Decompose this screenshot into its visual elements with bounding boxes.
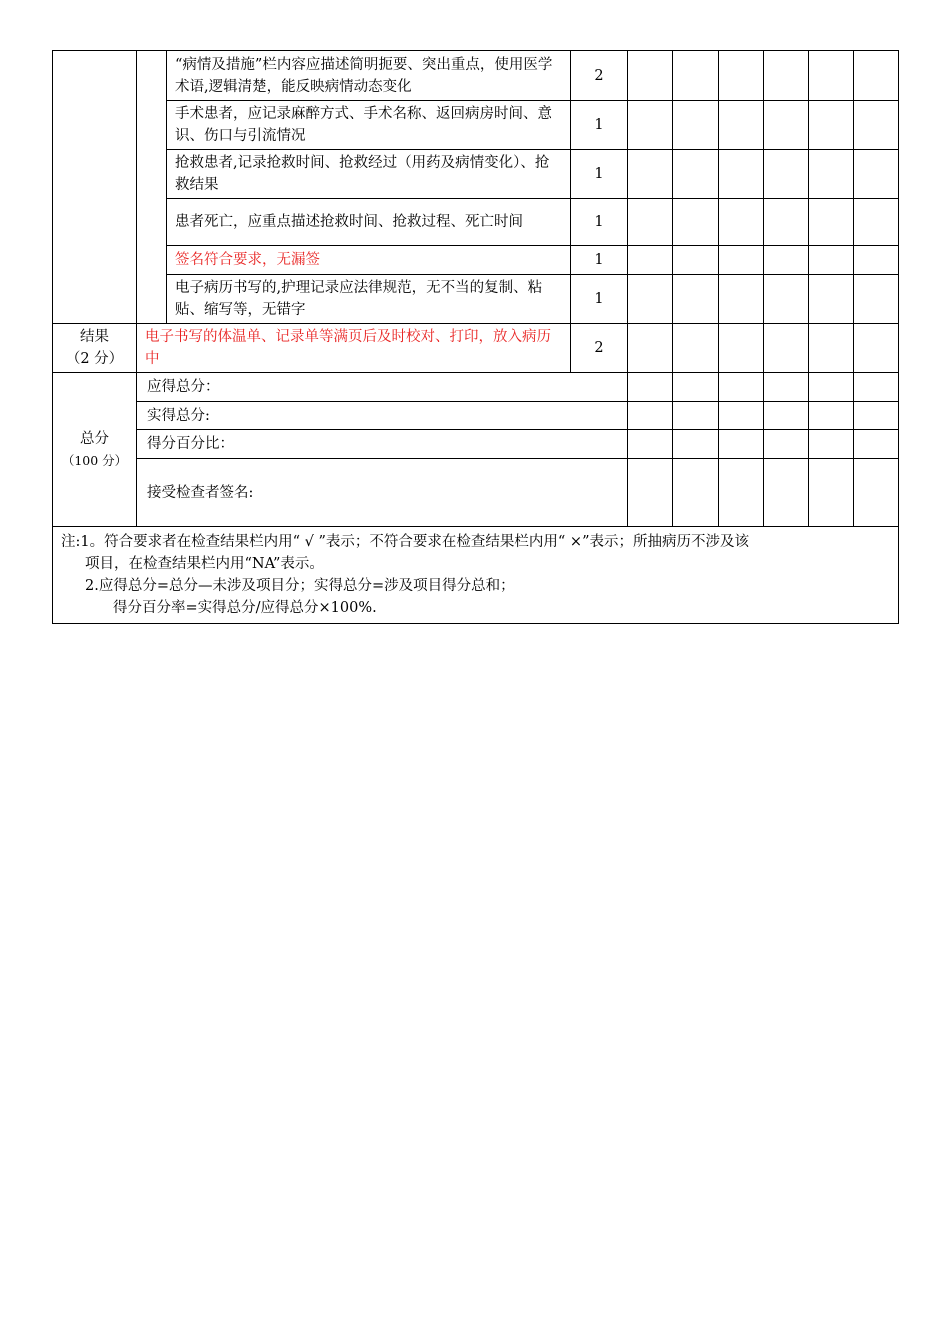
- result-cell[interactable]: [854, 430, 899, 459]
- note-line-3: 2.应得总分=总分—未涉及项目分；实得总分=涉及项目得分总和；: [85, 578, 515, 594]
- result-cell[interactable]: [673, 373, 719, 402]
- result-section-text: 电子书写的体温单、记录单等满页后及时校对、打印，放入病历中: [137, 324, 571, 373]
- result-section-points: （2 分）: [65, 351, 124, 367]
- result-cell[interactable]: [854, 101, 899, 150]
- result-cell[interactable]: [719, 101, 764, 150]
- result-cell[interactable]: [628, 101, 673, 150]
- result-cell[interactable]: [854, 459, 899, 527]
- result-cell[interactable]: [628, 199, 673, 246]
- result-cell[interactable]: [764, 199, 809, 246]
- result-cell[interactable]: [673, 430, 719, 459]
- summary-row: [53, 459, 899, 527]
- result-cell[interactable]: [628, 373, 673, 402]
- criterion-text-signature: 签名符合要求，无漏签: [167, 246, 571, 275]
- result-cell[interactable]: [673, 402, 719, 430]
- result-cell[interactable]: [809, 324, 854, 373]
- result-cell[interactable]: [764, 150, 809, 199]
- result-cell[interactable]: [719, 51, 764, 101]
- table-row: [53, 199, 899, 246]
- result-cell[interactable]: [854, 402, 899, 430]
- result-cell[interactable]: [764, 51, 809, 101]
- result-cell[interactable]: [628, 51, 673, 101]
- summary-title: 总分: [80, 430, 109, 447]
- result-cell[interactable]: [673, 101, 719, 150]
- result-section-title: 结果: [80, 329, 109, 345]
- criterion-score: 2: [571, 51, 628, 101]
- result-cell[interactable]: [628, 459, 673, 527]
- subsection-cell-blank: [137, 51, 167, 324]
- summary-row: [53, 373, 899, 402]
- result-cell[interactable]: [673, 199, 719, 246]
- result-cell[interactable]: [628, 430, 673, 459]
- note-line-1: 注:1。符合要求者在检查结果栏内用“ √ ”表示；不符合要求在检查结果栏内用“ ×”表示；所抽病历不涉及该: [61, 534, 749, 550]
- result-cell[interactable]: [809, 459, 854, 527]
- result-cell[interactable]: [719, 459, 764, 527]
- result-cell[interactable]: [719, 275, 764, 324]
- result-cell[interactable]: [809, 51, 854, 101]
- result-cell[interactable]: [628, 275, 673, 324]
- result-cell[interactable]: [673, 459, 719, 527]
- result-cell[interactable]: [764, 430, 809, 459]
- result-cell[interactable]: [719, 246, 764, 275]
- result-cell[interactable]: [854, 246, 899, 275]
- result-cell[interactable]: [764, 373, 809, 402]
- result-cell[interactable]: [809, 150, 854, 199]
- note-line-4: 得分百分率=实得总分/应得总分×100%.: [113, 600, 377, 616]
- criterion-score: 1: [571, 150, 628, 199]
- result-cell[interactable]: [673, 150, 719, 199]
- note-line-2: 项目，在检查结果栏内用“NA”表示。: [85, 556, 324, 572]
- summary-section-label: [53, 373, 137, 527]
- summary-points: （100 分）: [61, 452, 128, 468]
- result-cell[interactable]: [628, 246, 673, 275]
- result-cell[interactable]: [719, 430, 764, 459]
- table-row: [53, 51, 899, 101]
- result-cell[interactable]: [628, 150, 673, 199]
- notes-cell: [53, 527, 899, 624]
- result-cell[interactable]: [809, 373, 854, 402]
- summary-row: [53, 402, 899, 430]
- result-cell[interactable]: [809, 430, 854, 459]
- result-cell[interactable]: [854, 275, 899, 324]
- result-cell[interactable]: [764, 402, 809, 430]
- result-cell[interactable]: [854, 199, 899, 246]
- criterion-score: 1: [571, 275, 628, 324]
- result-cell[interactable]: [854, 150, 899, 199]
- result-cell[interactable]: [764, 275, 809, 324]
- result-cell[interactable]: [854, 373, 899, 402]
- actual-total-label: 实得总分:: [137, 402, 628, 430]
- inspection-table: [52, 50, 899, 624]
- criterion-text: 患者死亡，应重点描述抢救时间、抢救过程、死亡时间: [167, 199, 571, 246]
- criterion-text: 手术患者，应记录麻醉方式、手术名称、返回病房时间、意识、伤口与引流情况: [167, 101, 571, 150]
- result-cell[interactable]: [854, 51, 899, 101]
- percentage-label: 得分百分比：: [137, 430, 628, 459]
- result-section-label: [53, 324, 137, 373]
- result-cell[interactable]: [764, 459, 809, 527]
- result-cell[interactable]: [673, 246, 719, 275]
- expected-total-label: 应得总分：: [137, 373, 628, 402]
- result-cell[interactable]: [809, 402, 854, 430]
- criterion-text: “病情及措施”栏内容应描述简明扼要、突出重点，使用医学术语,逻辑清楚，能反映病情动态变化: [167, 51, 571, 101]
- criterion-score: 1: [571, 246, 628, 275]
- result-cell[interactable]: [854, 324, 899, 373]
- criterion-text: 抢救患者,记录抢救时间、抢救经过（用药及病情变化）、抢救结果: [167, 150, 571, 199]
- result-cell[interactable]: [764, 101, 809, 150]
- result-cell[interactable]: [719, 373, 764, 402]
- notes-row: [53, 527, 899, 624]
- result-cell[interactable]: [809, 275, 854, 324]
- result-section-score: 2: [571, 324, 628, 373]
- result-cell[interactable]: [719, 199, 764, 246]
- summary-row: [53, 430, 899, 459]
- result-cell[interactable]: [764, 324, 809, 373]
- result-cell[interactable]: [809, 101, 854, 150]
- table-row: [53, 246, 899, 275]
- criterion-text: 电子病历书写的,护理记录应法律规范，无不当的复制、粘贴、缩写等，无错字: [167, 275, 571, 324]
- result-cell[interactable]: [719, 150, 764, 199]
- result-cell[interactable]: [628, 324, 673, 373]
- signature-label: 接受检查者签名:: [137, 459, 628, 527]
- table-row: [53, 150, 899, 199]
- result-cell[interactable]: [628, 402, 673, 430]
- table-row: [53, 275, 899, 324]
- section-cell-blank: [53, 51, 137, 324]
- table-row: [53, 101, 899, 150]
- table-row-result: [53, 324, 899, 373]
- result-cell[interactable]: [764, 246, 809, 275]
- criterion-score: 1: [571, 199, 628, 246]
- result-cell[interactable]: [673, 51, 719, 101]
- result-cell[interactable]: [673, 275, 719, 324]
- result-cell[interactable]: [719, 402, 764, 430]
- result-cell[interactable]: [719, 324, 764, 373]
- result-cell[interactable]: [809, 246, 854, 275]
- result-cell[interactable]: [673, 324, 719, 373]
- result-cell[interactable]: [809, 199, 854, 246]
- criterion-score: 1: [571, 101, 628, 150]
